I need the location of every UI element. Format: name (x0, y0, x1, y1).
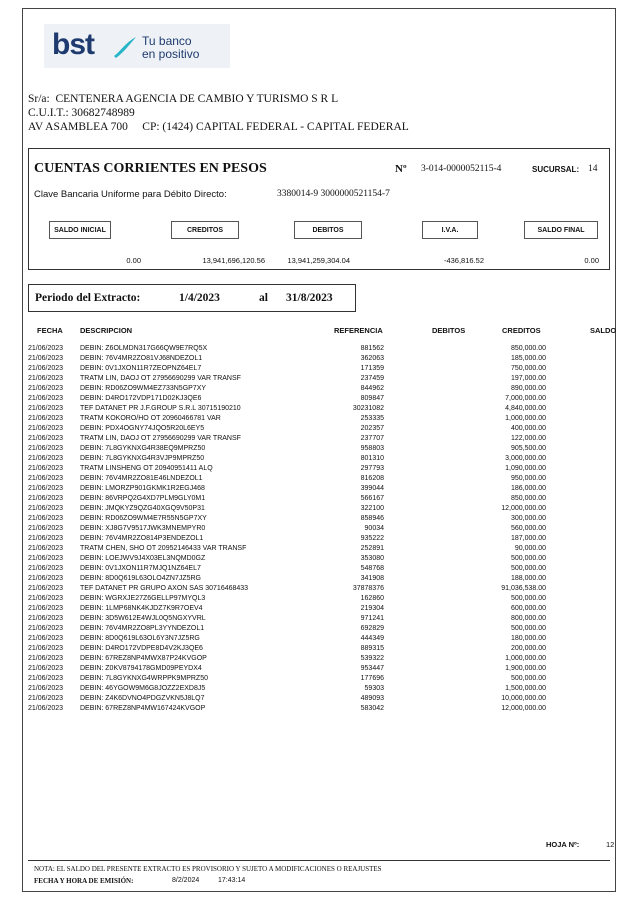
row-date: 21/06/2023 (28, 455, 64, 462)
row-reference: 162860 (360, 595, 384, 602)
table-row (0, 664, 640, 674)
row-date: 21/06/2023 (28, 415, 64, 422)
row-credit: 1,900,000.00 (505, 665, 546, 672)
saldo-final-value: 0.00 (584, 256, 599, 265)
account-number: 3-014-0000052115-4 (421, 164, 502, 174)
row-description: DEBIN: 86VRPQ2G4XD7PLM9GLY0M1 (80, 495, 206, 502)
row-date: 21/06/2023 (28, 605, 64, 612)
row-description: DEBIN: 7L8GYKNXG4R38EQ9MPRZ50 (80, 445, 206, 452)
table-row (0, 364, 640, 374)
row-description: TRATM KOKORO/HO OT 20960466781 VAR (80, 415, 221, 422)
table-row (0, 494, 640, 504)
row-reference: 444349 (360, 635, 384, 642)
row-date: 21/06/2023 (28, 675, 64, 682)
row-date: 21/06/2023 (28, 385, 64, 392)
row-credit: 500,000.00 (510, 555, 546, 562)
period-label: Periodo del Extracto: (35, 292, 141, 304)
row-description: TEF DATANET PR J.F.GROUP S.R.L 30715190210 (80, 405, 241, 412)
row-credit: 560,000.00 (510, 525, 546, 532)
row-credit: 500,000.00 (510, 675, 546, 682)
row-description: DEBIN: XJ8G7V9517JWK3MNEMPYR0 (80, 525, 206, 532)
row-description: DEBIN: Z0KV8794178GMD09PEYDX4 (80, 665, 202, 672)
row-reference: 816208 (360, 475, 384, 482)
row-reference: 953447 (360, 665, 384, 672)
row-credit: 400,000.00 (510, 425, 546, 432)
table-row (0, 554, 640, 564)
row-credit: 300,000.00 (510, 515, 546, 522)
row-credit: 12,000,000.00 (501, 505, 546, 512)
table-row (0, 424, 640, 434)
row-credit: 890,000.00 (510, 385, 546, 392)
row-description: TRATM CHEN, SHO OT 20952146433 VAR TRANSF (80, 545, 247, 552)
table-row (0, 654, 640, 664)
row-description: DEBIN: 67REZ8NP4MWX87P24KVGOP (80, 655, 207, 662)
row-credit: 1,500,000.00 (505, 685, 546, 692)
row-date: 21/06/2023 (28, 375, 64, 382)
row-description: DEBIN: 0V1JXON11R7ZEOPNZ64EL7 (80, 365, 202, 372)
row-date: 21/06/2023 (28, 395, 64, 402)
row-reference: 341908 (360, 575, 384, 582)
col-header-saldo: SALDO (590, 326, 617, 335)
row-date: 21/06/2023 (28, 705, 64, 712)
row-credit: 186,000.00 (510, 485, 546, 492)
row-date: 21/06/2023 (28, 565, 64, 572)
row-description: DEBIN: Z6OLMDN317G66QW9E7RQ5X (80, 345, 208, 352)
logo-swoosh-icon (112, 34, 138, 60)
row-credit: 200,000.00 (510, 645, 546, 652)
client-cuit: C.U.I.T.: 30682748989 (28, 107, 135, 119)
bank-logo (44, 24, 230, 68)
logo-wordmark: bst (52, 28, 94, 61)
row-reference: 548768 (360, 565, 384, 572)
row-reference: 252891 (360, 545, 384, 552)
row-reference: 237459 (360, 375, 384, 382)
row-description: DEBIN: PDX4OGNY74JQO5R20L6EY5 (80, 425, 205, 432)
table-row (0, 594, 640, 604)
table-row (0, 454, 640, 464)
row-date: 21/06/2023 (28, 475, 64, 482)
table-row (0, 704, 640, 714)
iva-value: -436,816.52 (443, 256, 484, 265)
statement-period (28, 284, 356, 312)
row-date: 21/06/2023 (28, 665, 64, 672)
row-date: 21/06/2023 (28, 535, 64, 542)
row-description: TRATM LIN, DAOJ OT 27956690299 VAR TRANSF (80, 435, 241, 442)
row-reference: 171359 (360, 365, 384, 372)
row-description: DEBIN: RD06ZO9WM4EZ733N5GP7XY (80, 385, 207, 392)
row-credit: 7,000,000.00 (505, 395, 546, 402)
creditos-value: 13,941,696,120.56 (202, 256, 265, 265)
col-header-creditos: CREDITOS (502, 326, 541, 335)
row-credit: 187,000.00 (510, 535, 546, 542)
row-date: 21/06/2023 (28, 495, 64, 502)
row-date: 21/06/2023 (28, 615, 64, 622)
row-description: DEBIN: 1LMP68NK4KJDZ7K9R7OEV4 (80, 605, 203, 612)
row-description: DEBIN: 7L8GYKNXG4WRPPK9MPRZ50 (80, 675, 208, 682)
col-header-fecha: FECHA (37, 326, 63, 335)
row-date: 21/06/2023 (28, 585, 64, 592)
issue-date: 8/2/2024 (172, 877, 200, 884)
row-credit: 1,090,000.00 (505, 465, 546, 472)
row-credit: 850,000.00 (510, 345, 546, 352)
row-description: DEBIN: D4RO172VDPE8D4V2KJ3QE6 (80, 645, 203, 652)
row-date: 21/06/2023 (28, 695, 64, 702)
row-description: DEBIN: 8D0Q619L63OL6Y3N7JZ5RG (80, 635, 200, 642)
row-date: 21/06/2023 (28, 485, 64, 492)
table-row (0, 634, 640, 644)
row-date: 21/06/2023 (28, 625, 64, 632)
debitos-value: 13,941,259,304.04 (287, 256, 350, 265)
table-row (0, 534, 640, 544)
table-row (0, 694, 640, 704)
row-credit: 600,000.00 (510, 605, 546, 612)
row-date: 21/06/2023 (28, 365, 64, 372)
row-reference: 958803 (360, 445, 384, 452)
table-row (0, 514, 640, 524)
page-number: 12 (606, 840, 615, 849)
table-row (0, 574, 640, 584)
period-to: 31/8/2023 (286, 292, 333, 304)
row-credit: 122,000.00 (510, 435, 546, 442)
row-date: 21/06/2023 (28, 515, 64, 522)
table-row (0, 524, 640, 534)
table-row (0, 604, 640, 614)
row-description: DEBIN: 3D5W612E4WJL0Q5NGXYVRL (80, 615, 206, 622)
table-row (0, 484, 640, 494)
table-row (0, 414, 640, 424)
row-credit: 188,000.00 (510, 575, 546, 582)
row-description: DEBIN: D4RO172VDP171D02KJ3QE6 (80, 395, 202, 402)
row-reference: 935222 (360, 535, 384, 542)
table-row (0, 614, 640, 624)
row-reference: 37878376 (352, 585, 384, 592)
branch-number: 14 (588, 164, 598, 174)
row-credit: 500,000.00 (510, 595, 546, 602)
col-header-referencia: REFERENCIA (334, 326, 383, 335)
table-row (0, 544, 640, 554)
row-description: DEBIN: 76V4MR2ZO814P3ENDEZOL1 (80, 535, 204, 542)
table-row (0, 394, 640, 404)
row-description: DEBIN: 76V4MR2ZO81VJ68NDEZOL1 (80, 355, 203, 362)
row-credit: 1,000,000.00 (505, 415, 546, 422)
row-date: 21/06/2023 (28, 595, 64, 602)
table-row (0, 684, 640, 694)
row-reference: 971241 (360, 615, 384, 622)
issue-time: 17:43:14 (218, 877, 246, 884)
row-description: TEF DATANET PR GRUPO AXON SAS 30716468433 (80, 585, 249, 592)
row-date: 21/06/2023 (28, 505, 64, 512)
transactions-table (0, 344, 640, 714)
row-description: DEBIN: Z4K6DVNO4PDGZVKN5J8LQ7 (80, 695, 205, 702)
row-date: 21/06/2023 (28, 345, 64, 352)
saldo-final-header: SALDO FINAL (524, 221, 598, 239)
table-row (0, 644, 640, 654)
row-credit: 91,036,538.00 (501, 585, 546, 592)
table-row (0, 564, 640, 574)
row-reference: 30231082 (352, 405, 384, 412)
row-credit: 3,000,000.00 (505, 455, 546, 462)
row-credit: 750,000.00 (510, 365, 546, 372)
footer-divider (28, 860, 610, 861)
table-row (0, 344, 640, 354)
row-reference: 202357 (360, 425, 384, 432)
debitos-header: DEBITOS (294, 221, 362, 239)
row-credit: 180,000.00 (510, 635, 546, 642)
table-row (0, 674, 640, 684)
row-credit: 12,000,000.00 (501, 705, 546, 712)
row-description: DEBIN: WGRXJE27Z6GELLP97MYQL3 (80, 595, 206, 602)
row-credit: 185,000.00 (510, 355, 546, 362)
logo-tagline-line1: Tu banco (142, 34, 192, 48)
table-row (0, 464, 640, 474)
row-reference: 858946 (360, 515, 384, 522)
row-date: 21/06/2023 (28, 405, 64, 412)
period-from: 1/4/2023 (179, 292, 220, 304)
cbu-label: Clave Bancaria Uniforme para Débito Directo: (34, 189, 227, 200)
row-date: 21/06/2023 (28, 525, 64, 532)
row-date: 21/06/2023 (28, 445, 64, 452)
row-date: 21/06/2023 (28, 655, 64, 662)
row-reference: 844962 (360, 385, 384, 392)
row-reference: 539322 (360, 655, 384, 662)
row-description: DEBIN: RD06ZO9WM4E7R55N5GP7XY (80, 515, 207, 522)
row-description: DEBIN: 76V4MR2ZO8PL3YYNDEZOL1 (80, 625, 205, 632)
period-separator: al (259, 292, 268, 304)
row-credit: 90,000.00 (514, 545, 546, 552)
row-date: 21/06/2023 (28, 555, 64, 562)
saldo-inicial-value: 0.00 (126, 256, 141, 265)
col-header-descripcion: DESCRIPCION (80, 326, 133, 335)
client-name: Sr/a: CENTENERA AGENCIA DE CAMBIO Y TURISMO S R L (28, 93, 339, 105)
row-description: TRATM LIN, DAOJ OT 27956690299 VAR TRANSF (80, 375, 241, 382)
creditos-header: CREDITOS (171, 221, 239, 239)
row-credit: 850,000.00 (510, 495, 546, 502)
row-date: 21/06/2023 (28, 685, 64, 692)
row-reference: 362063 (360, 355, 384, 362)
row-description: DEBIN: LOEJWV9J4X03EL3NQMD0GZ (80, 555, 206, 562)
row-reference: 399044 (360, 485, 384, 492)
row-date: 21/06/2023 (28, 435, 64, 442)
row-reference: 219304 (360, 605, 384, 612)
table-row (0, 404, 640, 414)
row-reference: 801310 (360, 455, 384, 462)
row-date: 21/06/2023 (28, 645, 64, 652)
row-credit: 950,000.00 (510, 475, 546, 482)
row-reference: 692829 (360, 625, 384, 632)
iva-header: I.V.A. (422, 221, 478, 239)
row-reference: 90034 (364, 525, 384, 532)
logo-tagline-line2: en positivo (142, 47, 200, 61)
row-reference: 253335 (360, 415, 384, 422)
row-reference: 809847 (360, 395, 384, 402)
account-title: CUENTAS CORRIENTES EN PESOS (34, 161, 267, 176)
row-description: DEBIN: JMQKYZ9QZG40XGQ9V50P31 (80, 505, 205, 512)
row-date: 21/06/2023 (28, 635, 64, 642)
row-date: 21/06/2023 (28, 355, 64, 362)
col-header-debitos: DEBITOS (432, 326, 466, 335)
row-reference: 322100 (360, 505, 384, 512)
row-description: DEBIN: 46YGOW9M6G8JOZZ2EXD8J5 (80, 685, 206, 692)
row-credit: 500,000.00 (510, 625, 546, 632)
row-description: TRATM LINSHENG OT 20940951411 ALQ (80, 465, 213, 472)
row-description: DEBIN: 7L8GYKNXG4R3VJP9MPRZ50 (80, 455, 205, 462)
table-row (0, 504, 640, 514)
row-description: DEBIN: 8D0Q619L63OLO4ZN7JZ5RG (80, 575, 201, 582)
row-reference: 489093 (360, 695, 384, 702)
table-row (0, 624, 640, 634)
table-row (0, 354, 640, 364)
row-date: 21/06/2023 (28, 575, 64, 582)
row-reference: 881562 (360, 345, 384, 352)
client-info (28, 92, 409, 134)
table-row (0, 444, 640, 454)
row-credit: 800,000.00 (510, 615, 546, 622)
row-reference: 237707 (360, 435, 384, 442)
row-credit: 905,500.00 (510, 445, 546, 452)
account-number-label: Nº (395, 163, 407, 175)
table-row (0, 584, 640, 594)
table-row (0, 474, 640, 484)
row-date: 21/06/2023 (28, 465, 64, 472)
row-description: DEBIN: 67REZ8NP4MW167424KVGOP (80, 705, 206, 712)
row-reference: 889315 (360, 645, 384, 652)
row-reference: 59303 (364, 685, 384, 692)
row-reference: 177696 (360, 675, 384, 682)
issue-datetime-label: FECHA Y HORA DE EMISIÓN: (34, 877, 134, 885)
saldo-inicial-header: SALDO INICIAL (49, 221, 111, 239)
row-description: DEBIN: LMORZP901GKMK1R2EGJ468 (80, 485, 205, 492)
row-reference: 566167 (360, 495, 384, 502)
table-row (0, 374, 640, 384)
cbu-value: 3380014-9 3000000521154-7 (277, 189, 390, 199)
footer-note: NOTA: EL SALDO DEL PRESENTE EXTRACTO ES PROVISORIO Y SUJETO A MODIFICACIONES O REAJUSTES (34, 865, 382, 873)
row-date: 21/06/2023 (28, 545, 64, 552)
row-reference: 583042 (360, 705, 384, 712)
branch-label: SUCURSAL: (532, 165, 580, 174)
table-row (0, 384, 640, 394)
client-address: AV ASAMBLEA 700 CP: (1424) CAPITAL FEDERAL - CAPITAL FEDERAL (28, 121, 409, 133)
row-credit: 10,000,000.00 (501, 695, 546, 702)
row-credit: 197,000.00 (510, 375, 546, 382)
page-number-label: HOJA Nº: (546, 840, 580, 849)
row-credit: 500,000.00 (510, 565, 546, 572)
row-description: DEBIN: 76V4MR2ZO81E46LNDEZOL1 (80, 475, 203, 482)
row-reference: 297793 (360, 465, 384, 472)
row-credit: 1,000,000.00 (505, 655, 546, 662)
row-reference: 353080 (360, 555, 384, 562)
row-date: 21/06/2023 (28, 425, 64, 432)
row-credit: 4,840,000.00 (505, 405, 546, 412)
row-description: DEBIN: 0V1JXON11R7MJQ1NZ64EL7 (80, 565, 201, 572)
account-summary (28, 148, 610, 270)
table-row (0, 434, 640, 444)
